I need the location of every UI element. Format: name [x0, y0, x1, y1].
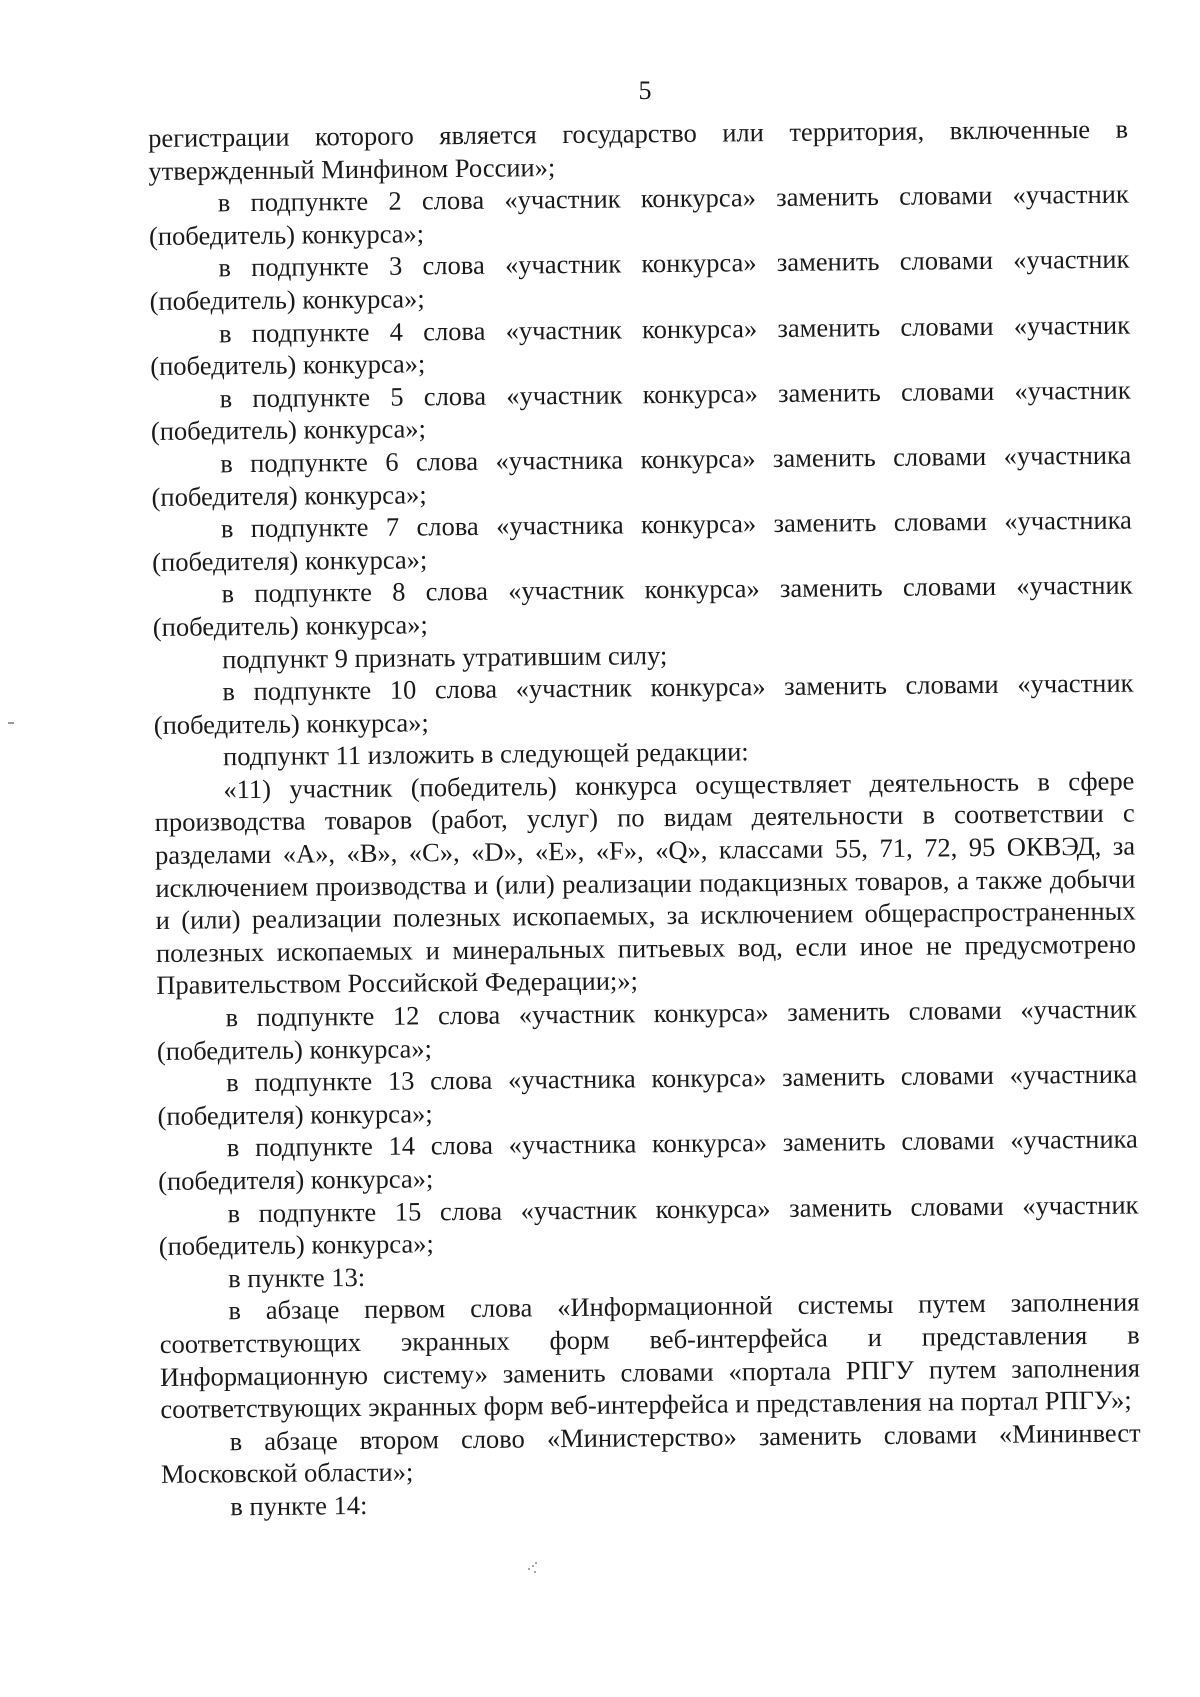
- paragraph: в абзаце первом слова «Информационной системы путем заполнения соответствующих экранных форм веб-интерфейса и представления в Информационную систему» заменить словами «портала РПГУ путем заполнения соответствующих экранных форм веб-интерфейса и представления на портал РПГУ»;: [159, 1286, 1141, 1425]
- paragraph: подпункт 11 изложить в следующей редакции:: [222, 736, 749, 772]
- paragraph: в подпункте 15 слова «участник конкурса» заменить словами «участник (победитель) конкурса»;: [158, 1189, 1139, 1262]
- paragraph: в подпункте 3 слова «участник конкурса» заменить словами «участник (победитель) конкурса»;: [149, 243, 1130, 316]
- paragraph: в подпункте 13 слова «участника конкурса» заменить словами «участника (победителя) конкурса»;: [157, 1058, 1138, 1131]
- paragraph: в пункте 14:: [230, 1489, 368, 1522]
- page-number: 5: [638, 76, 652, 105]
- scan-speck: [528, 1562, 538, 1574]
- paragraph-continuation: регистрации которого является государство или территория, включенные в утвержденный Минфином России»;: [148, 113, 1129, 186]
- paragraph: в подпункте 14 слова «участника конкурса» заменить словами «участника (победителя) конкурса»;: [158, 1123, 1138, 1196]
- paragraph: в подпункте 12 слова «участник конкурса» заменить словами «участник (победитель) конкурса»;: [156, 993, 1137, 1066]
- paragraph: в подпункте 6 слова «участника конкурса» заменить словами «участника (победителя) конкурса»;: [151, 439, 1132, 512]
- paragraph: в подпункте 2 слова «участник конкурса» заменить словами «участник (победитель) конкурса»;: [148, 178, 1129, 251]
- paragraph: в подпункте 4 слова «участник конкурса» заменить словами «участник (победитель) конкурса»;: [150, 309, 1131, 382]
- paragraph: в подпункте 5 слова «участник конкурса» заменить словами «участник (победитель) конкурса»;: [150, 374, 1131, 447]
- quoted-subclause-11: «11) участник (победитель) конкурса осуществляет деятельность в сфере производства товаров (работ, услуг) по видам деятельности в соответствии с разделами «А», «В», «С», «D», «Е», «F», «Q», классами 55, 71, 72, 95 ОКВЭД, за исключением производства и (или) реализации подакцизных товаров, а также добычи и (или) реализации полезных ископаемых, за исключением общераспространенных полезных ископаемых и минеральных питьевых вод, если иное не предусмотрено Правительством Российской Федерации;»;: [154, 765, 1137, 1001]
- paragraph: подпункт 9 признать утратившим силу;: [222, 639, 668, 674]
- paragraph: в подпункте 8 слова «участник конкурса» заменить словами «участник (победитель) конкурса»;: [152, 569, 1133, 642]
- paragraph: в пункте 13:: [227, 1261, 366, 1294]
- paragraph: в абзаце втором слово «Министерство» заменить словами «Мининвест Московской области»;: [160, 1417, 1141, 1490]
- paragraph: в подпункте 10 слова «участник конкурса» заменить словами «участник (победитель) конкурса»;: [153, 667, 1134, 740]
- scan-edge-mark: [8, 722, 14, 724]
- paragraph: в подпункте 7 слова «участника конкурса» заменить словами «участника (победителя) конкурса»;: [152, 504, 1133, 577]
- document-body: [148, 113, 1141, 1524]
